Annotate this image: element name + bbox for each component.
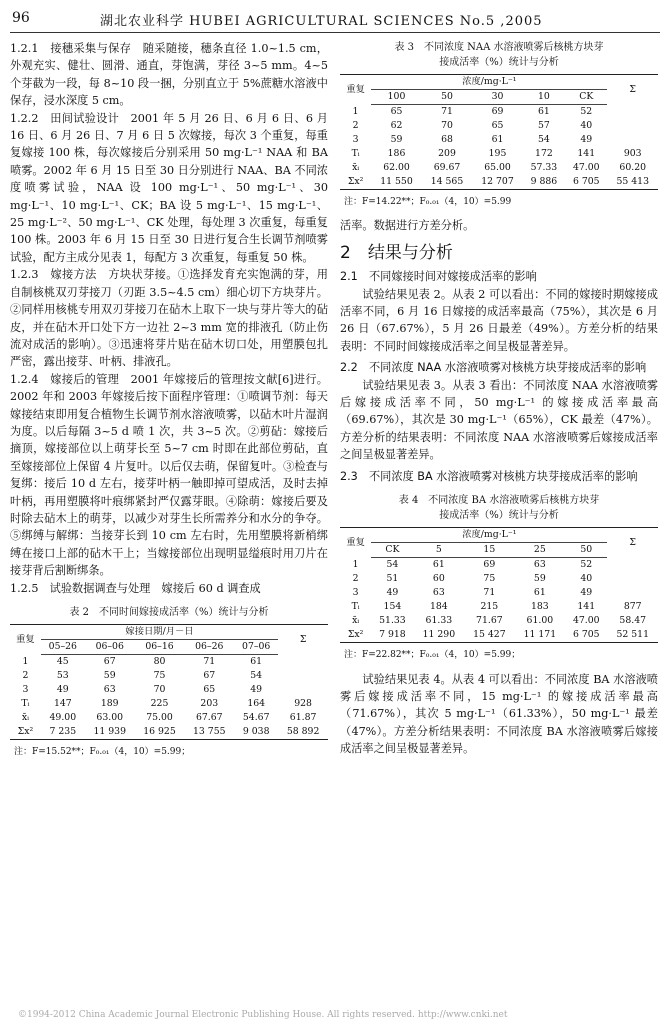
table4-cell: 69 (483, 559, 496, 571)
table3-cell: 61 (491, 134, 504, 145)
table4-cell: 51.33 (379, 615, 406, 627)
table-row (10, 669, 328, 683)
table4-row-label: Tᵢ (351, 601, 360, 613)
table3-sum-cell (607, 105, 658, 120)
table3 (340, 74, 658, 190)
table2-cell: 13 755 (184, 725, 234, 740)
watermark: ©1994-2012 China Academic Journal Electronic Publishing House. All rights reserved. http://www.cnki.net (18, 1010, 508, 1020)
table4-cell: 60 (432, 573, 445, 585)
table2-cell: 67.67 (195, 712, 223, 723)
section-1-2-1: 1.2.1 接穗采集与保存 随采随接，穗条直径 1.0~1.5 cm，外观充实、健壮、圆滑、通直，芽饱满，芽径 3~5 mm。4~5 个芽截为一段，每 8~10 段一捆，分别直立于 5%蔗糖水溶液中保存，浸水深度 5 cm。 (10, 42, 328, 108)
table3-group-header: 浓度/mg·L⁻¹ (371, 75, 607, 90)
section-2-heading: 2 结果与分析 (340, 242, 453, 263)
table2-note: 注：F=15.52**；F₀.₀₁（4，10）=5.99； (14, 747, 191, 757)
table2-cell: 75 (153, 670, 166, 681)
table4-cell: 61 (533, 587, 546, 599)
table3-cell: 54 (538, 134, 550, 145)
table3-note: 注：F=14.22**；F₀.₀₁（4，10）=5.99 (344, 197, 512, 207)
table2-cell: 11 939 (85, 725, 135, 740)
table3-cell: 9 886 (523, 175, 565, 190)
table2-sum-cell: 58 892 (278, 725, 328, 740)
table2-sum-header: Σ (278, 625, 328, 655)
table4-cell: 61.33 (425, 615, 453, 627)
table3-cell: 57 (538, 120, 550, 131)
table-row (340, 147, 658, 161)
table3-cell: 186 (387, 148, 406, 159)
table3-row-label: 3 (352, 134, 359, 145)
table4-cell: 183 (530, 601, 549, 613)
table3-cell: 47.00 (572, 162, 600, 173)
table3-cell: 68 (441, 134, 453, 145)
section-2-2-heading: 2.2 不同浓度 NAA 水溶液喷雾对核桃方块芽接成活率的影响 (340, 361, 647, 375)
table4-col-header: CK (371, 543, 413, 558)
table2-cell: 203 (200, 698, 219, 709)
table3-cell: 65.00 (484, 162, 511, 173)
table2-sum-cell (278, 669, 328, 683)
table3-cell: 62 (390, 120, 403, 131)
table2-col-header: 06–06 (85, 640, 135, 655)
table2-cell: 70 (153, 684, 166, 695)
table4-sum-header: Σ (607, 528, 658, 558)
table3-sum-cell (607, 119, 658, 133)
table2-cell: 7 235 (41, 725, 85, 740)
table3-row-label: 2 (352, 120, 359, 131)
table3-cell: 172 (535, 148, 553, 159)
table3-sum-header: Σ (607, 75, 658, 105)
running-header (0, 0, 668, 34)
table-row (10, 725, 328, 740)
table3-caption (340, 40, 658, 70)
table2-cell: 225 (150, 698, 169, 709)
page-number: 96 (12, 10, 30, 26)
section-1-2-4: 1.2.4 嫁接后的管理 2001 年嫁接后的管理按文献[6]进行。2002 年和 2003 年嫁接后按下面程序管理：①喷调节剂：每天嫁接结束即用复合植物生长调节剂水溶液喷雾，以砧木叶片湿润为度。以后每隔 3~5 d 喷 1 次，共 3~5 次。②剪砧：嫁接后摘顶，嫁接部位以上萌芽长至 5~7 cm 时即在此部位剪砧，直至嫁接部位上保留 4 片复叶。以后仅去萌，保留复叶。③检查与复绑：接后 10 d 左右，接芽叶柄一触即掉可望成活，及时去掉叶柄，再用塑膜将叶痕绑紧封严仅露芽眼。④除萌：嫁接后要及时除去砧木上的萌芽，以减少对芽生长所需养分和水分的争夺。⑤绑缚与解绑：当接芽长到 10 cm 左右时，先用塑膜将新梢绑缚在接口上部的砧木干上；当嫁接部位出现明显缢痕时用刀片在接芽背后割断绑条。 (10, 372, 328, 578)
table3-cell: 69.67 (433, 162, 461, 173)
table2-sum-cell (278, 655, 328, 670)
table3-cell: 59 (390, 134, 403, 145)
table4-cell: 54 (386, 559, 399, 571)
table2-cell: 67 (103, 656, 116, 667)
table4-cell: 47.00 (572, 615, 600, 627)
table-row (340, 133, 658, 147)
table4-cell: 6 705 (565, 628, 607, 643)
table2-col-header: 06–16 (135, 640, 185, 655)
table3-cell: 65 (491, 120, 504, 131)
table3-sum-cell (607, 133, 658, 147)
table4-cell: 61 (432, 559, 445, 571)
table3-cell: 62.00 (383, 162, 410, 173)
table2-row-label: 3 (22, 684, 29, 695)
table3-cell: 61 (538, 106, 550, 117)
table4-cell: 51 (386, 573, 399, 585)
table-row (340, 572, 658, 586)
table4-cell: 7 918 (371, 628, 413, 643)
table2-cell: 45 (56, 656, 69, 667)
table4-cell: 61.00 (526, 615, 554, 627)
table4-row-label: 1 (352, 558, 359, 570)
table-row (340, 628, 658, 643)
table3-cell: 70 (441, 120, 453, 131)
table-row (340, 586, 658, 600)
table3-cell: 209 (438, 148, 456, 159)
table4-cell: 75 (483, 573, 496, 585)
table2-cell: 49 (250, 684, 263, 695)
table4-cell: 154 (383, 601, 402, 613)
table-row (340, 600, 658, 614)
table2-cell: 80 (153, 656, 166, 667)
table4 (340, 527, 658, 643)
table4-sum-cell: 877 (623, 601, 642, 613)
table2-cell: 49.00 (49, 712, 77, 723)
table2-cell: 61 (250, 656, 263, 667)
table3-caption-line2: 接成活率（%）统计与分析 (439, 57, 559, 68)
table2-group-header: 嫁接日期/月－日 (41, 625, 278, 640)
table2-cell: 67 (203, 670, 216, 681)
table2-cell: 65 (203, 684, 216, 695)
table2 (10, 624, 328, 740)
table3-col-header: 100 (371, 90, 422, 105)
table2-cell: 54.67 (242, 712, 270, 723)
section-2-3-heading: 2.3 不同浓度 BA 水溶液喷雾对核桃方块芽接成活率的影响 (340, 469, 638, 483)
table2-cell: 71 (203, 656, 216, 667)
table4-caption-line1: 表 4 不同浓度 BA 水溶液喷雾后核桃方块芽 (398, 495, 600, 507)
table4-caption (340, 493, 658, 523)
table4-cell: 71 (483, 587, 496, 599)
table2-row-label: 1 (22, 655, 29, 667)
table3-row-label: Tᵢ (351, 148, 360, 159)
table4-col-header: 5 (414, 543, 465, 558)
table4-sum-cell: 58.47 (619, 615, 647, 627)
table-row (340, 614, 658, 628)
table4-row-label: x̄ᵢ (352, 615, 360, 627)
table4-sum-cell (607, 558, 658, 573)
table4-cell: 215 (480, 601, 499, 613)
section-2-1-heading: 2.1 不同嫁接时间对嫁接成活率的影响 (340, 270, 537, 284)
table3-cell: 69 (491, 106, 504, 117)
table4-group-header: 浓度/mg·L⁻¹ (371, 528, 607, 543)
section-1-2-5: 1.2.5 试验数据调查与处理 嫁接后 60 d 调查成 (10, 581, 261, 595)
table4-sum-cell (607, 572, 658, 586)
header-rule (10, 32, 660, 33)
table2-cell: 164 (247, 698, 266, 709)
table2-sum-cell: 928 (294, 698, 312, 709)
table2-cell: 49 (56, 684, 69, 695)
section-2-2-text: 试验结果见表 3。从表 3 看出：不同浓度 NAA 水溶液喷雾后嫁接成活率不同，50 mg·L⁻¹ 的嫁接成活率最高（69.67%），其次是 30 mg·L⁻¹（65%），CK 最差（47%）。方差分析的结果表明：不同浓度 NAA 水溶液喷雾后嫁接成活率之间呈极显著差异。 (340, 378, 658, 462)
table4-col-header: 25 (515, 543, 566, 558)
table2-cell: 147 (53, 698, 72, 709)
table4-sum-cell: 52 511 (607, 628, 658, 643)
table2-cell: 54 (250, 670, 263, 681)
table4-row-label: 3 (352, 587, 359, 599)
table2-sum-cell: 61.87 (289, 712, 317, 723)
table2-row-label: x̄ᵢ (21, 712, 29, 723)
table3-cell: 11 550 (371, 175, 422, 190)
table4-cell: 184 (429, 601, 448, 613)
section-2-1-text: 试验结果见表 2。从表 2 可以看出：不同的嫁接时期嫁接成活率不同，6 月 16 日嫁接的成活率最高（75%），其次是 6 月 26 日（67.67%），5 月 26 日最差（49%）。方差分析的结果表明：不同时间嫁接成活率之间呈极显著差异。 (340, 287, 658, 353)
journal-title: 湖北农业科学 HUBEI AGRICULTURAL SCIENCES No.5 ,2005 (100, 14, 543, 29)
table2-row-label: 2 (22, 670, 29, 681)
table3-cell: 71 (441, 106, 453, 117)
table3-cell: 14 565 (422, 175, 473, 190)
table3-cell: 40 (580, 120, 593, 131)
results-intro: 活率。数据进行方差分析。 (340, 219, 475, 233)
table2-cell: 53 (56, 670, 69, 681)
table2-caption: 表 2 不同时间嫁接成活率（%）统计与分析 (69, 607, 269, 618)
table3-cell: 52 (580, 106, 593, 117)
table3-row-label: 1 (352, 105, 359, 117)
table3-rep-header: 重复 (340, 75, 371, 105)
table4-cell: 59 (533, 573, 546, 585)
table4-cell: 11 290 (414, 628, 465, 643)
table-row (10, 683, 328, 697)
table4-rep-header: 重复 (340, 528, 371, 558)
table2-cell: 189 (100, 698, 119, 709)
table4-cell: 40 (580, 573, 593, 585)
table2-row-label: Σx² (10, 725, 41, 740)
table3-cell: 12 707 (472, 175, 523, 190)
table2-cell: 16 925 (135, 725, 185, 740)
table-row (340, 161, 658, 175)
section-1-2-2: 1.2.2 田间试验设计 2001 年 5 月 26 日、6 月 6 日、6 月 16 日、6 月 26 日、7 月 6 日 5 次嫁接，每次 3 个重复，每重复嫁接 100 株，每次嫁接后分别采用 50 mg·L⁻¹ NAA 和 BA 喷雾。2002 年 6 月 15 日至 30 日分别进行 NAA、BA 不同浓度喷雾试验，NAA 设 100 mg·L⁻¹、50 mg·L⁻¹、30 mg·L⁻¹、10 mg·L⁻¹、CK；BA 设 5 mg·L⁻¹、15 mg·L⁻¹、25 mg·L⁻²、50 mg·L⁻¹、CK 处理，每处理 3 次重复，每重复 100 株。2003 年 6 月 15 日至 30 日进行复合生长调节剂喷雾试验，配方主成分见表 1，每配方 3 次重复，每重复 50 株。 (10, 111, 328, 264)
table2-row-label: Tᵢ (21, 698, 30, 709)
table4-cell: 49 (386, 587, 399, 599)
table3-sum-cell: 60.20 (619, 162, 647, 173)
table4-row-label: 2 (352, 573, 359, 585)
table3-cell: 57.33 (530, 162, 558, 173)
table4-sum-cell (607, 586, 658, 600)
table3-sum-cell: 903 (623, 148, 642, 159)
section-1-2-3: 1.2.3 嫁接方法 方块状芽接。①选择发育充实饱满的芽，用自制核桃双刃芽接刀（刃距 3.5~4.5 cm）细心切下方块芽片。②同样用核桃专用双刃芽接刀在砧木上取下一块与芽片等大的砧皮，并在砧木开口处下方一边社 2~3 mm 宽的排液孔（防止伤流对成活的影响）。③迅速将芽片贴在砧木切口处，用塑膜包扎严密，露出接芽、叶柄、排液孔。 (10, 268, 328, 369)
table2-sum-cell (278, 683, 328, 697)
table4-col-header: 50 (565, 543, 607, 558)
table-row (340, 558, 658, 573)
table4-cell: 52 (580, 559, 593, 571)
table3-col-header: 10 (523, 90, 565, 105)
table2-col-header: 07–06 (234, 640, 278, 655)
table3-cell: 6 705 (565, 175, 607, 190)
table4-cell: 15 427 (464, 628, 515, 643)
table4-cell: 63 (533, 559, 546, 571)
table4-cell: 49 (580, 587, 593, 599)
table3-row-label: Σx² (340, 175, 371, 190)
table2-cell: 59 (103, 670, 116, 681)
table-row (340, 105, 658, 120)
table4-row-label: Σx² (340, 628, 371, 643)
table4-caption-line2: 接成活率（%）统计与分析 (439, 510, 559, 522)
table3-sum-cell: 55 413 (607, 175, 658, 190)
table3-cell: 195 (488, 148, 507, 159)
table-row (340, 119, 658, 133)
table2-col-header: 06–26 (184, 640, 234, 655)
table-row (10, 655, 328, 670)
left-column (10, 40, 328, 767)
table-row (340, 175, 658, 190)
section-2-3-text: 试验结果见表 4。从表 4 可以看出：不同浓度 BA 水溶液喷雾后嫁接成活率不同，15 mg·L⁻¹ 的嫁接成活率最高（71.67%），其次 5 mg·L⁻¹（61.33%），50 mg·L⁻¹ 最差（47%）。方差分析结果表明：不同浓度 BA 水溶液喷雾后嫁接成活率之间呈极显著差异。 (340, 672, 658, 756)
table2-cell: 75.00 (146, 712, 173, 723)
table3-cell: 141 (577, 148, 596, 159)
table2-cell: 9 038 (234, 725, 278, 740)
table4-cell: 141 (577, 601, 596, 613)
table3-row-label: x̄ᵢ (352, 162, 360, 173)
table3-cell: 49 (580, 134, 593, 145)
table4-cell: 11 171 (515, 628, 566, 643)
table3-col-header: 30 (472, 90, 523, 105)
table4-col-header: 15 (464, 543, 515, 558)
table3-col-header: 50 (422, 90, 473, 105)
table4-note: 注：F=22.82**；F₀.₀₁（4，10）=5.99； (344, 650, 521, 661)
table4-cell: 71.67 (476, 615, 503, 627)
table2-rep-header: 重复 (10, 625, 41, 655)
table-row (10, 697, 328, 711)
table2-cell: 63 (103, 684, 116, 695)
table4-cell: 63 (432, 587, 445, 599)
table2-cell: 63.00 (96, 712, 124, 723)
table3-caption-line1: 表 3 不同浓度 NAA 水溶液喷雾后核桃方块芽 (394, 42, 604, 53)
table3-col-header: CK (565, 90, 607, 105)
right-column (340, 40, 658, 758)
table-row (10, 711, 328, 725)
table3-cell: 65 (390, 106, 403, 117)
table2-col-header: 05–26 (41, 640, 85, 655)
